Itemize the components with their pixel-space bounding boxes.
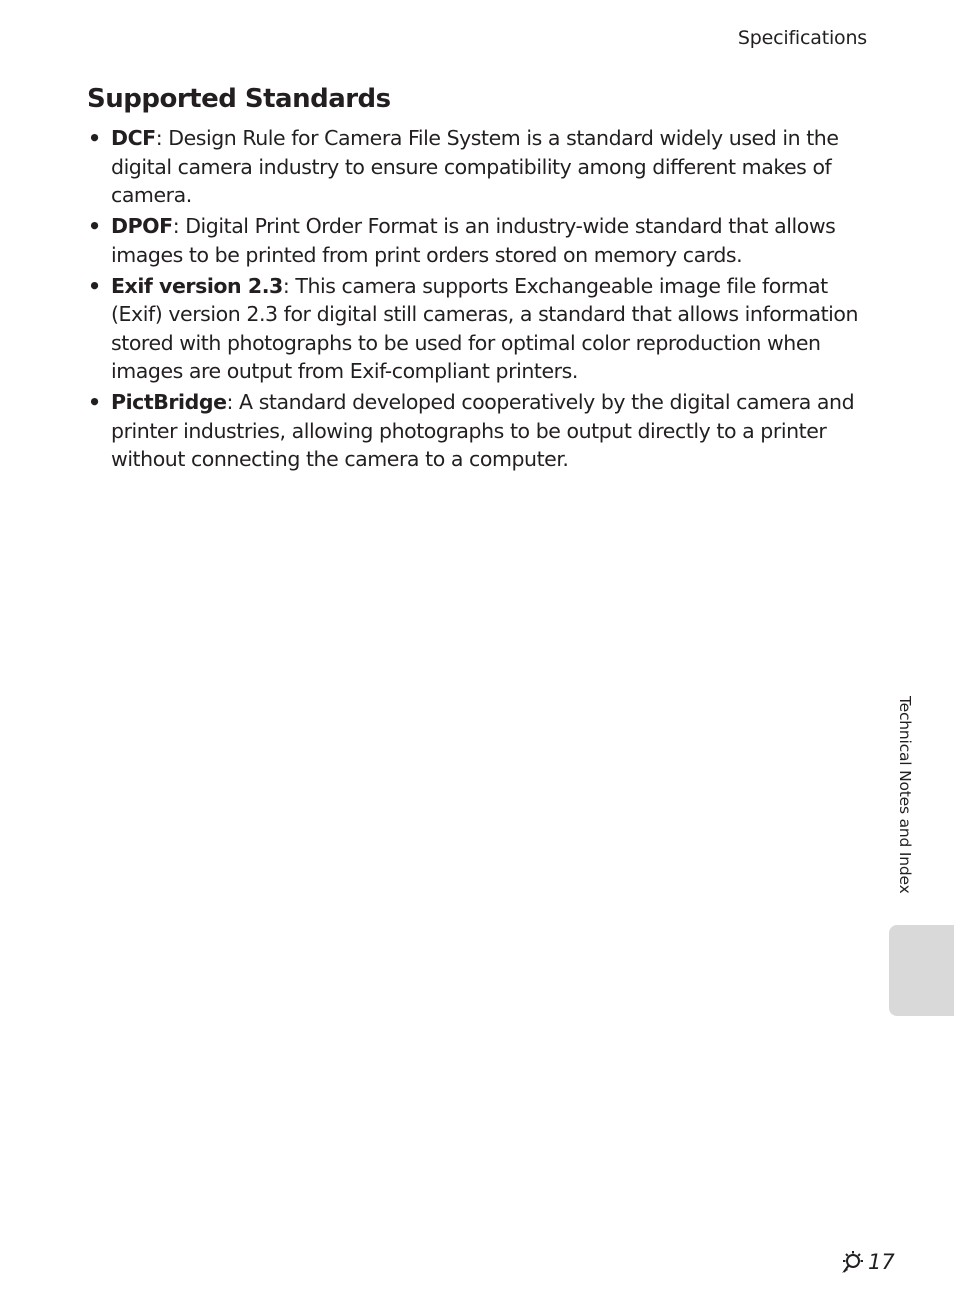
standard-term: DCF (111, 126, 156, 150)
standard-description: : Digital Print Order Format is an industry-wide standard that allows images to be printed from print orders stored on memory cards. (111, 214, 836, 267)
page-number-text: 17 (868, 1250, 895, 1274)
running-header: Specifications (737, 27, 867, 49)
section-title: Supported Standards (87, 84, 391, 114)
standard-description: : Design Rule for Camera File System is a standard widely used in the digital camera industry to ensure compatibility among different makes of camera. (111, 126, 839, 207)
list-item (87, 212, 877, 269)
section-tab (889, 925, 954, 1016)
list-item (87, 124, 877, 210)
bullet-icon: • (88, 126, 101, 150)
list-item (87, 388, 877, 474)
technical-notes-icon (840, 1250, 866, 1274)
standard-description: : A standard developed cooperatively by the digital camera and printer industries, allowing photographs to be output directly to a printer without connecting the camera to a computer. (111, 390, 855, 471)
standard-description: : This camera supports Exchangeable image file format (Exif) version 2.3 for digital still cameras, a standard that allows information stored with photographs to be used for optimal color reproduction when images are output from Exif-compliant printers. (111, 273, 859, 383)
bullet-icon: • (88, 214, 101, 238)
standard-term: DPOF (111, 214, 173, 238)
standards-list (87, 124, 877, 476)
bullet-icon: • (88, 390, 101, 414)
list-item (87, 272, 877, 386)
standard-term: PictBridge (111, 390, 227, 414)
standard-term: Exif version 2.3 (111, 273, 283, 298)
section-side-label: Technical Notes and Index (896, 696, 914, 894)
bullet-icon: • (88, 273, 101, 298)
page-number (840, 1250, 895, 1274)
